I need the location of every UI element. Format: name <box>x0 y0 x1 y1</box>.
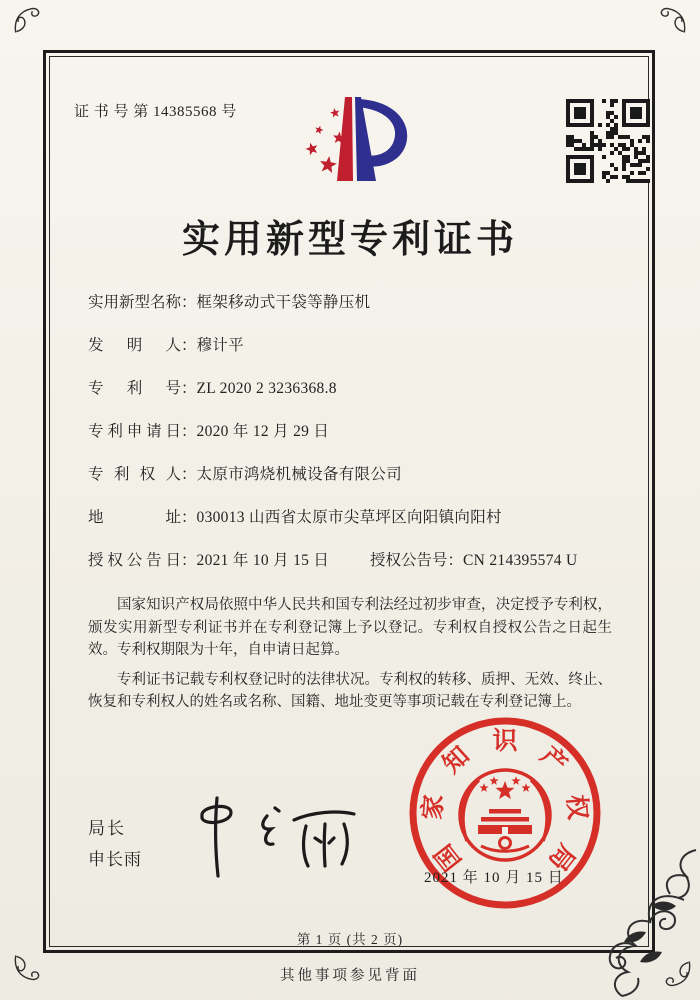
field-label: 授权公告号 <box>370 552 448 569</box>
page-number: 第 1 页 (共 2 页) <box>296 932 404 947</box>
field-row <box>88 550 608 572</box>
field-value: 030013 山西省太原市尖草坪区向阳镇向阳村 <box>196 509 502 526</box>
field-row <box>88 335 608 357</box>
field-row <box>88 507 608 529</box>
field-label: 专利申请日 <box>88 423 181 440</box>
field-value: 2021 年 10 月 15 日 <box>196 552 330 569</box>
seal-date: 2021 年 10 月 15 日 <box>424 870 564 886</box>
back-side-note: 其他事项参见背面 <box>280 968 420 984</box>
floral-ornament-icon <box>588 846 700 1000</box>
svg-text:识: 识 <box>492 728 518 755</box>
field-row <box>88 292 608 314</box>
national-emblem-icon <box>460 770 550 860</box>
svg-text:权: 权 <box>561 793 591 821</box>
corner-ornament <box>657 6 687 36</box>
field-value: ZL 2020 2 3236368.8 <box>196 380 337 397</box>
svg-text:知: 知 <box>438 742 475 779</box>
signer-name: 申长雨 <box>88 850 142 869</box>
field-colon: ： <box>181 423 197 440</box>
certificate-fields <box>88 292 608 593</box>
field-label: 实用新型名称 <box>88 294 182 311</box>
field-label: 专利权人 <box>88 466 181 483</box>
field-value: 太原市鸿烧机械设备有限公司 <box>196 466 402 483</box>
field-row <box>88 464 608 486</box>
field-label: 专利号 <box>88 380 181 397</box>
field-row <box>88 378 608 400</box>
field-value: 穆计平 <box>196 337 244 354</box>
qr-code-icon <box>566 99 650 183</box>
legal-paragraph: 国家知识产权局依照中华人民共和国专利法经过初步审查，决定授予专利权，颁发实用新型专利证书并在专利登记簿上予以登记。专利权自授权公告之日起生效。专利权期限为十年，自申请日起算。 <box>88 597 612 658</box>
field-pair-secondary <box>370 550 577 572</box>
field-colon: ： <box>181 337 197 354</box>
field-colon: ： <box>181 380 197 397</box>
svg-text:局: 局 <box>543 838 580 876</box>
certificate-title: 实用新型专利证书 <box>181 219 518 261</box>
svg-text:产: 产 <box>535 742 572 779</box>
field-colon: ： <box>181 509 197 526</box>
field-colon: ： <box>181 552 197 569</box>
certificate-number: 证 书 号 第 14385568 号 <box>74 104 237 120</box>
legal-text <box>88 594 612 721</box>
legal-paragraph: 专利证书记载专利权登记时的法律状况。专利权的转移、质押、无效、终止、恢复和专利权人的姓名或名称、国籍、地址变更等事项记载在专利登记簿上。 <box>88 671 612 710</box>
corner-ornament <box>13 6 43 36</box>
svg-text:国: 国 <box>430 838 467 876</box>
director-signature-icon <box>172 786 372 886</box>
field-value: 2020 年 12 月 29 日 <box>196 423 330 440</box>
seal-ring-text <box>418 727 592 876</box>
field-label: 地址 <box>88 509 181 526</box>
field-colon: ： <box>447 552 464 569</box>
field-row <box>88 421 608 443</box>
field-colon: ： <box>181 466 197 483</box>
signer-title: 局长 <box>88 819 126 838</box>
field-value: CN 214395574 U <box>463 552 578 569</box>
cnipa-logo-icon <box>283 86 417 198</box>
field-value: 框架移动式干袋等静压机 <box>196 294 371 311</box>
field-label: 授权公告日 <box>88 552 181 569</box>
field-label: 发明人 <box>88 337 181 354</box>
field-colon: ： <box>181 294 197 311</box>
svg-text:家: 家 <box>419 793 449 821</box>
